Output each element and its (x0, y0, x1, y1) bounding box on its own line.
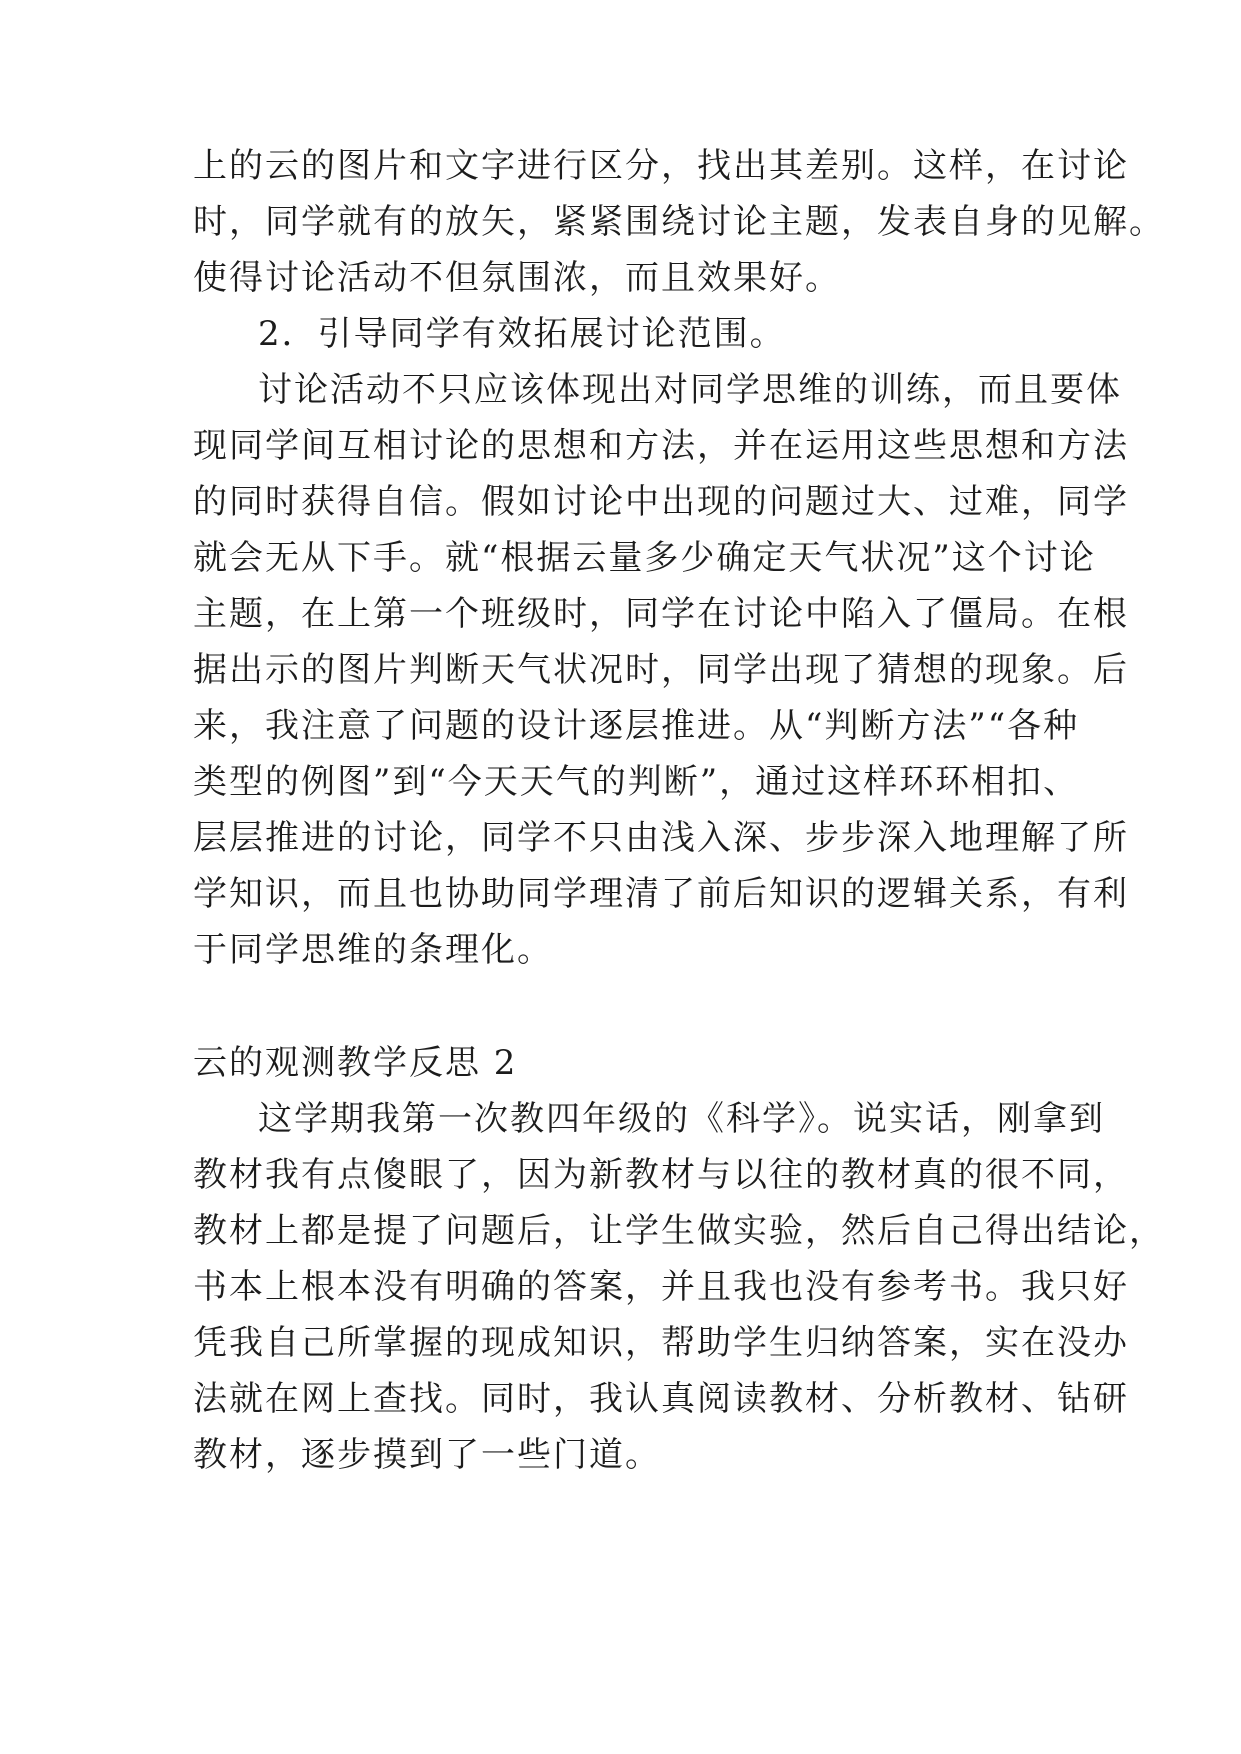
paragraph-line: 书本上根本没有明确的答案，并且我也没有参考书。我只好 (193, 1267, 1129, 1307)
paragraph-line: 法就在网上查找。同时，我认真阅读教材、分析教材、钻研 (193, 1379, 1129, 1419)
paragraph-line: 上的云的图片和文字进行区分，找出其差别。这样，在讨论 (193, 146, 1129, 186)
paragraph-line: 这学期我第一次教四年级的《科学》。说实话，刚拿到 (258, 1099, 1105, 1139)
paragraph-line: 主题，在上第一个班级时，同学在讨论中陷入了僵局。在根 (193, 594, 1129, 634)
paragraph-line: 讨论活动不只应该体现出对同学思维的训练，而且要体 (258, 370, 1122, 410)
paragraph-line: 于同学思维的条理化。 (193, 930, 553, 970)
paragraph-line: 凭我自己所掌握的现成知识，帮助学生归纳答案，实在没办 (193, 1323, 1129, 1363)
paragraph-line: 层层推进的讨论，同学不只由浅入深、步步深入地理解了所 (193, 818, 1129, 858)
section-title: 云的观测教学反思 2 (193, 1043, 518, 1083)
paragraph-line: 来，我注意了问题的设计逐层推进。从“判断方法”“各种 (193, 706, 1080, 746)
paragraph-line: 教材上都是提了问题后，让学生做实验，然后自己得出结论， (193, 1211, 1165, 1251)
paragraph-line: 教材我有点傻眼了，因为新教材与以往的教材真的很不同， (193, 1155, 1129, 1195)
paragraph-line: 教材，逐步摸到了一些门道。 (193, 1435, 661, 1475)
paragraph-line: 现同学间互相讨论的思想和方法，并在运用这些思想和方法 (193, 426, 1129, 466)
point-heading: 2．引导同学有效拓展讨论范围。 (258, 314, 786, 354)
paragraph-line: 类型的例图”到“今天天气的判断”，通过这样环环相扣、 (193, 762, 1080, 802)
paragraph-line: 时，同学就有的放矢，紧紧围绕讨论主题，发表自身的见解。 (193, 202, 1165, 242)
paragraph-line: 学知识，而且也协助同学理清了前后知识的逻辑关系，有利 (193, 874, 1129, 914)
paragraph-line: 就会无从下手。就“根据云量多少确定天气状况”这个讨论 (193, 538, 1096, 578)
paragraph-line: 据出示的图片判断天气状况时，同学出现了猜想的现象。后 (193, 650, 1129, 690)
paragraph-line: 的同时获得自信。假如讨论中出现的问题过大、过难，同学 (193, 482, 1129, 522)
paragraph-line: 使得讨论活动不但氛围浓，而且效果好。 (193, 258, 841, 298)
